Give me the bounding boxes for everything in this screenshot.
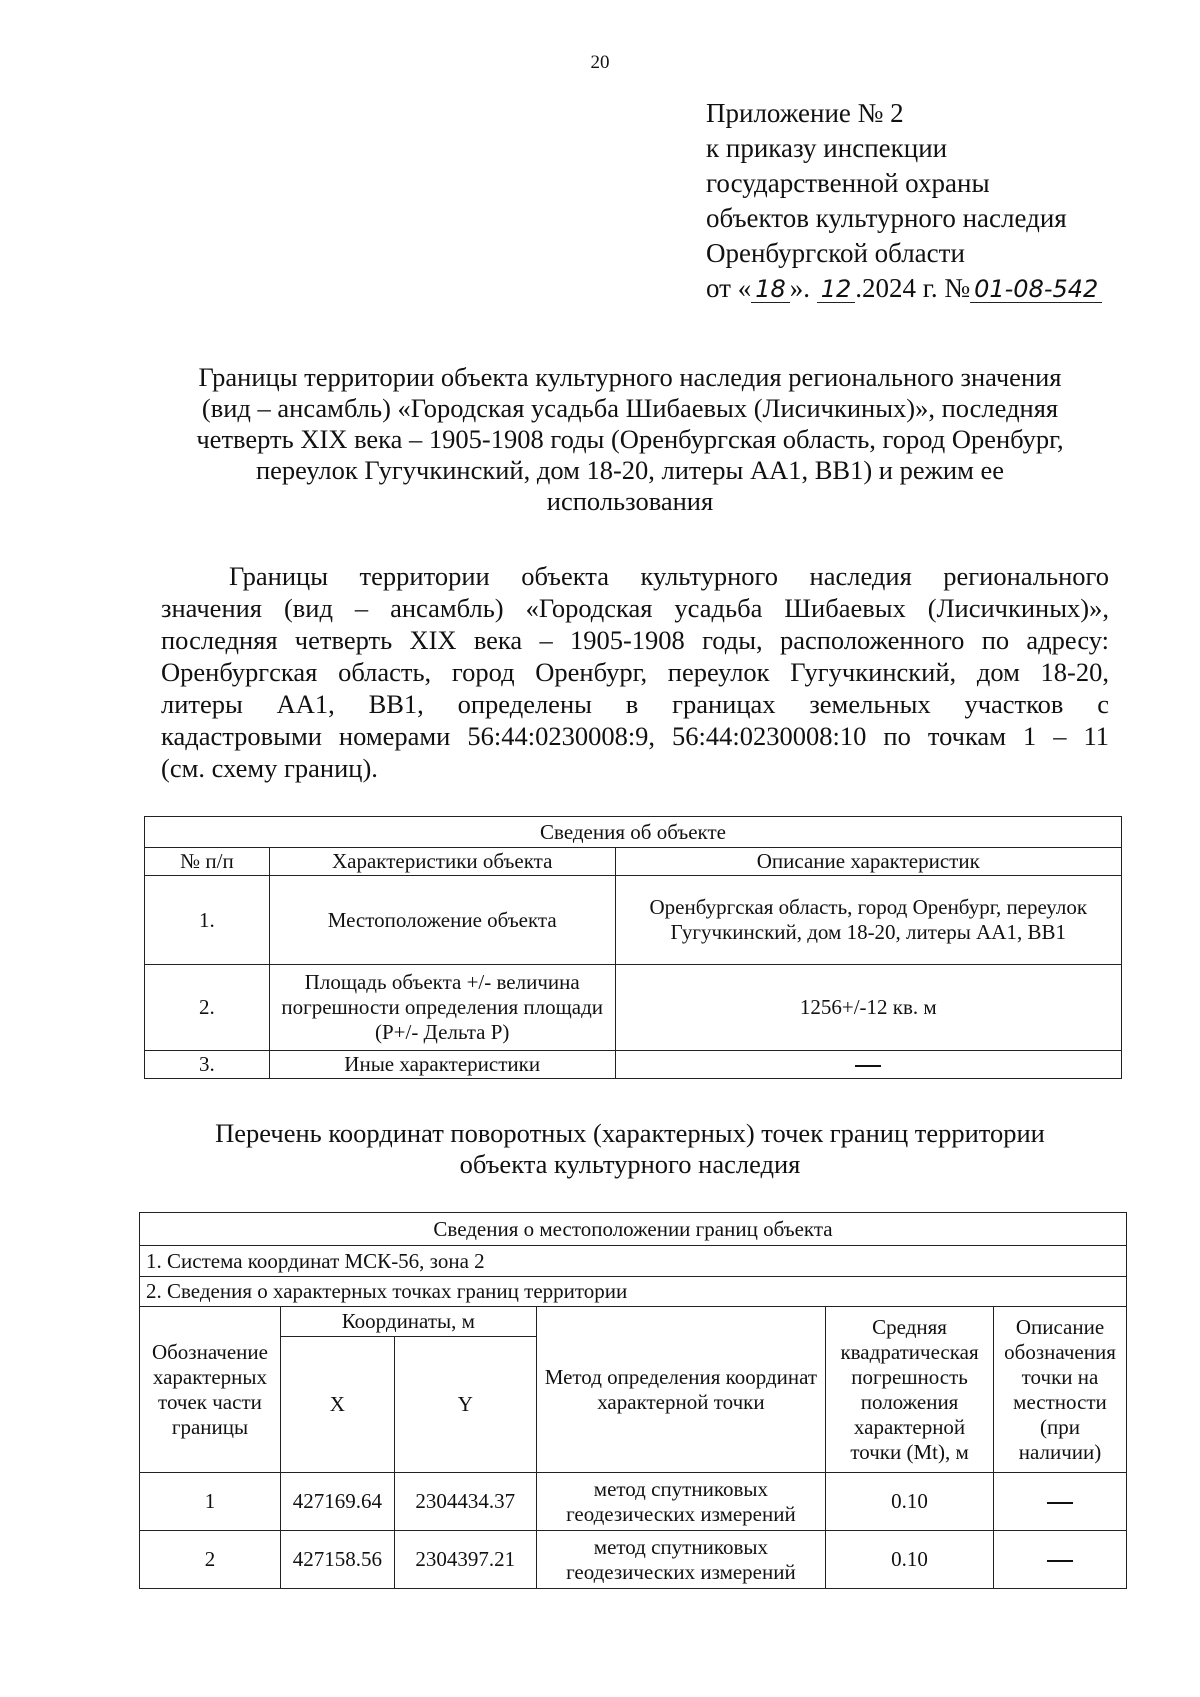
row-num: 3. xyxy=(145,1051,270,1079)
table-caption: Сведения о местоположении границ объекта xyxy=(140,1213,1127,1246)
appendix-line: Оренбургской области xyxy=(706,238,965,268)
date-day: 18 xyxy=(751,276,790,303)
section-title-line: Перечень координат поворотных (характерных) точек границ территории xyxy=(215,1118,1045,1148)
point-y: 2304434.37 xyxy=(394,1473,536,1531)
row-desc: Оренбургская область, город Оренбург, переулок Гугучкинский, дом 18-20, литеры АА1, ВВ1 xyxy=(615,876,1121,965)
order-number: 01-08-542 xyxy=(970,276,1102,303)
paragraph-line: (см. схему границ). xyxy=(161,753,378,783)
appendix-line: Приложение № 2 xyxy=(706,98,904,128)
header-designation: Обозначение характерных точек части границы xyxy=(140,1307,281,1473)
point-method: метод спутниковых геодезических измерений xyxy=(536,1473,825,1531)
table-row xyxy=(140,1473,1127,1531)
paragraph-line: литеры АА1, ВВ1, определены в границах земельных участков с xyxy=(161,689,1109,719)
date-suffix: .2024 г. № xyxy=(855,273,971,303)
body-paragraph xyxy=(161,560,1109,784)
row-num: 2. xyxy=(145,965,270,1051)
title-line: (вид – ансамбль) «Городская усадьба Шибаевых (Лисичкиных)», последняя xyxy=(201,393,1059,423)
point-id: 2 xyxy=(140,1531,281,1589)
row-name: Иные характеристики xyxy=(269,1051,615,1079)
row-name: Местоположение объекта xyxy=(269,876,615,965)
appendix-header xyxy=(706,96,1102,306)
appendix-line: к приказу инспекции xyxy=(706,133,948,163)
title-line: четверть XIX века – 1905-1908 годы (Оренбургская область, город Оренбург, xyxy=(196,424,1064,454)
page-number: 20 xyxy=(590,52,610,73)
header-characteristics: Характеристики объекта xyxy=(269,848,615,876)
section-title xyxy=(150,1118,1110,1180)
row-desc xyxy=(615,1051,1121,1079)
date-prefix: от « xyxy=(706,273,752,303)
point-error: 0.10 xyxy=(826,1531,994,1589)
paragraph-line: последняя четверть XIX века – 1905-1908 годы, расположенного по адресу: xyxy=(161,625,1109,655)
header-point-description: Описание обозначения точки на местности (при наличии) xyxy=(994,1307,1127,1473)
point-error: 0.10 xyxy=(826,1473,994,1531)
table-row xyxy=(145,1051,1122,1079)
dash-mark xyxy=(1047,1560,1073,1562)
order-date-line xyxy=(706,271,1102,306)
header-y: Y xyxy=(394,1337,536,1473)
header-error: Средняя квадратическая погрешность положения характерной точки (Mt), м xyxy=(826,1307,994,1473)
row-desc: 1256+/-12 кв. м xyxy=(615,965,1121,1051)
section-title-line: объекта культурного наследия xyxy=(459,1149,801,1179)
table-caption: Сведения об объекте xyxy=(145,817,1122,848)
appendix-line: государственной охраны xyxy=(706,168,990,198)
paragraph-line: значения (вид – ансамбль) «Городская усадьба Шибаевых (Лисичкиных)», xyxy=(161,593,1109,623)
header-description: Описание характеристик xyxy=(615,848,1121,876)
dash-mark xyxy=(855,1065,881,1067)
paragraph-line: Границы территории объекта культурного наследия регионального xyxy=(229,561,1109,591)
coordinates-table xyxy=(139,1212,1127,1589)
table-row xyxy=(145,876,1122,965)
coordinate-system: 1. Система координат МСК-56, зона 2 xyxy=(140,1246,1127,1277)
appendix-line: объектов культурного наследия xyxy=(706,203,1067,233)
date-month: 12 xyxy=(817,276,856,303)
header-method: Метод определения координат характерной точки xyxy=(536,1307,825,1473)
table-row xyxy=(145,965,1122,1051)
dash-mark xyxy=(1047,1502,1073,1504)
row-name: Площадь объекта +/- величина погрешности определения площади (Р+/- Дельта Р) xyxy=(269,965,615,1051)
header-coordinates: Координаты, м xyxy=(280,1307,536,1337)
table-row xyxy=(140,1531,1127,1589)
header-x: X xyxy=(280,1337,394,1473)
point-x: 427158.56 xyxy=(280,1531,394,1589)
title-line: переулок Гугучкинский, дом 18-20, литеры АА1, ВВ1) и режим ее xyxy=(255,455,1005,485)
object-info-table xyxy=(144,816,1122,1079)
point-id: 1 xyxy=(140,1473,281,1531)
point-description xyxy=(994,1473,1127,1531)
title-line: Границы территории объекта культурного наследия регионального значения xyxy=(198,362,1062,392)
document-title xyxy=(150,362,1110,517)
header-num: № п/п xyxy=(145,848,270,876)
points-info: 2. Сведения о характерных точках границ территории xyxy=(140,1277,1127,1307)
date-sep: ». xyxy=(789,273,817,303)
point-y: 2304397.21 xyxy=(394,1531,536,1589)
paragraph-line: кадастровыми номерами 56:44:0230008:9, 56:44:0230008:10 по точкам 1 – 11 xyxy=(161,721,1109,751)
point-x: 427169.64 xyxy=(280,1473,394,1531)
row-num: 1. xyxy=(145,876,270,965)
point-method: метод спутниковых геодезических измерений xyxy=(536,1531,825,1589)
title-line: использования xyxy=(546,486,714,516)
paragraph-line: Оренбургская область, город Оренбург, переулок Гугучкинский, дом 18-20, xyxy=(161,657,1109,687)
point-description xyxy=(994,1531,1127,1589)
